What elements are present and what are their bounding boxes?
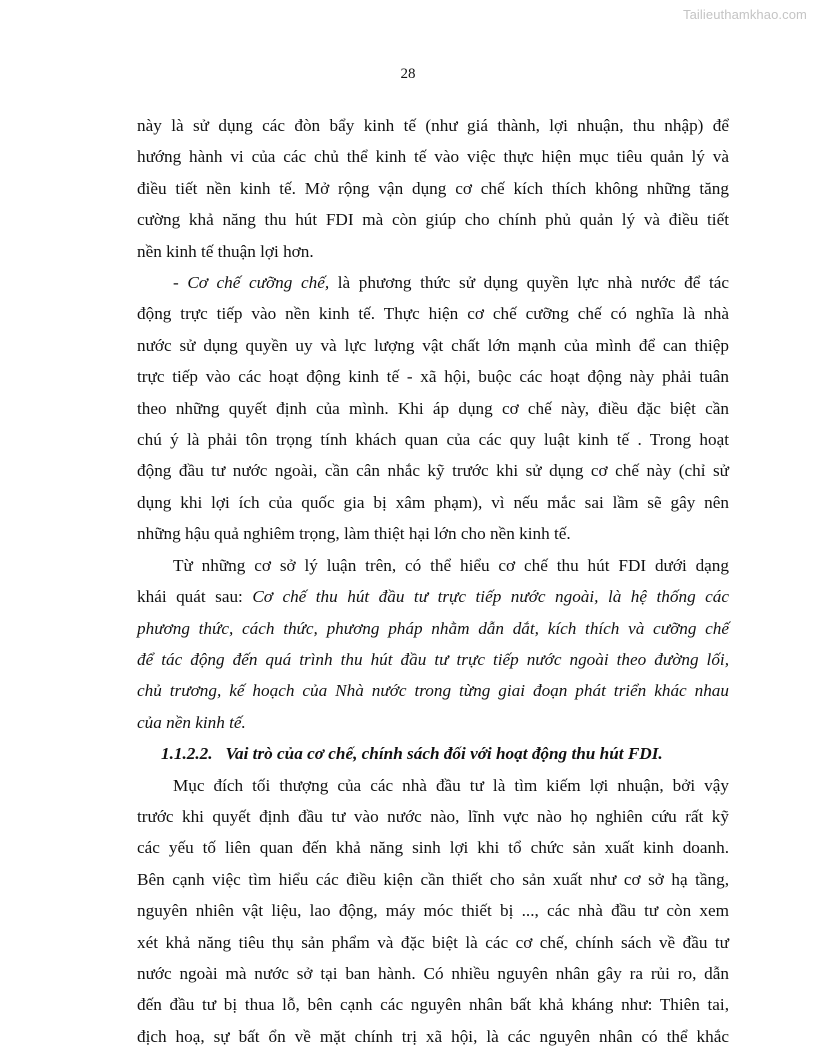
text-line: cường khả năng thu hút FDI mà còn giúp cho chính phủ quản lý và điều tiết [137,210,729,230]
text-line: các yếu tố liên quan đến khả năng sinh lợi khi tổ chức sản xuất kinh doanh. [137,838,729,858]
text-line [137,267,729,298]
text-line: theo những quyết định của mình. Khi áp dụng cơ chế này, điều đặc biệt cần [137,398,729,418]
text-line: phương thức, cách thức, phương pháp nhằm dẫn dắt, kích thích và cưỡng chế [137,618,729,638]
text-line: động trực tiếp vào nền kinh tế. Thực hiện cơ chế cưỡng chế có nghĩa là nhà [137,304,729,324]
text-line: xét khả năng tiêu thụ sản phẩm và đặc biệt là các cơ chế, chính sách về đầu tư [137,932,729,952]
text-line: nguyên nhiên vật liệu, lao động, máy móc thiết bị ..., các nhà đầu tư còn xem [137,901,729,921]
italic-definition: Cơ chế thu hút đầu tư trực tiếp nước ngoài, là hệ thống các [252,587,729,607]
paragraph-2 [137,267,729,550]
text-line: nước ngoài mà nước sở tại ban hành. Có nhiều nguyên nhân gây ra rủi ro, dẫn [137,963,729,983]
italic-term: - Cơ chế cưỡng chế, [173,273,330,293]
text-line: dụng khi lợi ích của quốc gia bị xâm phạm), vì nếu mắc sai lầm sẽ gây nên [137,492,729,512]
text-line: hướng hành vi của các chủ thể kinh tế vào việc thực hiện mục tiêu quản lý và [137,147,729,167]
text-line: Bên cạnh việc tìm hiểu các điều kiện cần thiết cho sản xuất như cơ sở hạ tầng, [137,869,729,889]
text-line: của nền kinh tế. [137,712,246,732]
watermark: Tailieuthamkhao.com [682,7,807,22]
text-line: nước sử dụng quyền uy và lực lượng vật chất lớn mạnh của mình để can thiệp [137,335,729,355]
text-line: Mục đích tối thượng của các nhà đầu tư là tìm kiếm lợi nhuận, bởi vậy [173,775,729,795]
document-body [137,110,729,1052]
text-line: địch hoạ, sự bất ổn về mặt chính trị xã hội, là các nguyên nhân có thể khắc [137,1026,729,1046]
text-line: động đầu tư nước ngoài, cần cân nhắc kỹ trước khi sử dụng cơ chế này (chỉ sử [137,461,729,481]
text-line [137,581,729,612]
text-line: trực tiếp vào các hoạt động kinh tế - xã hội, buộc các hoạt động này phải tuân [137,367,729,387]
text-line: chủ trương, kế hoạch của Nhà nước trong từng giai đoạn phát triển khác nhau [137,681,729,701]
text-line: Từ những cơ sở lý luận trên, có thể hiểu cơ chế thu hút FDI dưới dạng [173,555,729,575]
text-line: chú ý là phải tôn trọng tính khách quan của các quy luật kinh tế . Trong hoạt [137,430,729,450]
text-line: những hậu quả nghiêm trọng, làm thiệt hại lớn cho nền kinh tế. [137,524,571,544]
text-line: để tác động đến quá trình thu hút đầu tư trực tiếp nước ngoài theo đường lối, [137,649,729,669]
text-line: đến đầu tư bị thua lỗ, bên cạnh các nguyên nhân bất khả kháng như: Thiên tai, [137,995,729,1015]
paragraph-3 [137,550,729,738]
paragraph-4 [137,770,729,1053]
text-line: điều tiết nền kinh tế. Mở rộng vận dụng cơ chế kích thích không những tăng [137,178,729,198]
paragraph-1 [137,110,729,267]
text-run: khái quát sau: [137,587,253,607]
text-line: nền kinh tế thuận lợi hơn. [137,241,314,261]
section-heading: 1.1.2.2. Vai trò của cơ chế, chính sách đối với hoạt động thu hút FDI. [161,744,663,764]
text-line: này là sử dụng các đòn bẩy kinh tế (như giá thành, lợi nhuận, thu nhập) để [137,116,729,135]
text-line: trước khi quyết định đầu tư vào nước nào, lĩnh vực nào họ nghiên cứu rất kỹ [137,806,729,826]
page-number: 28 [400,66,416,82]
text-run: là phương thức sử dụng quyền lực nhà nước để tác [329,273,729,293]
